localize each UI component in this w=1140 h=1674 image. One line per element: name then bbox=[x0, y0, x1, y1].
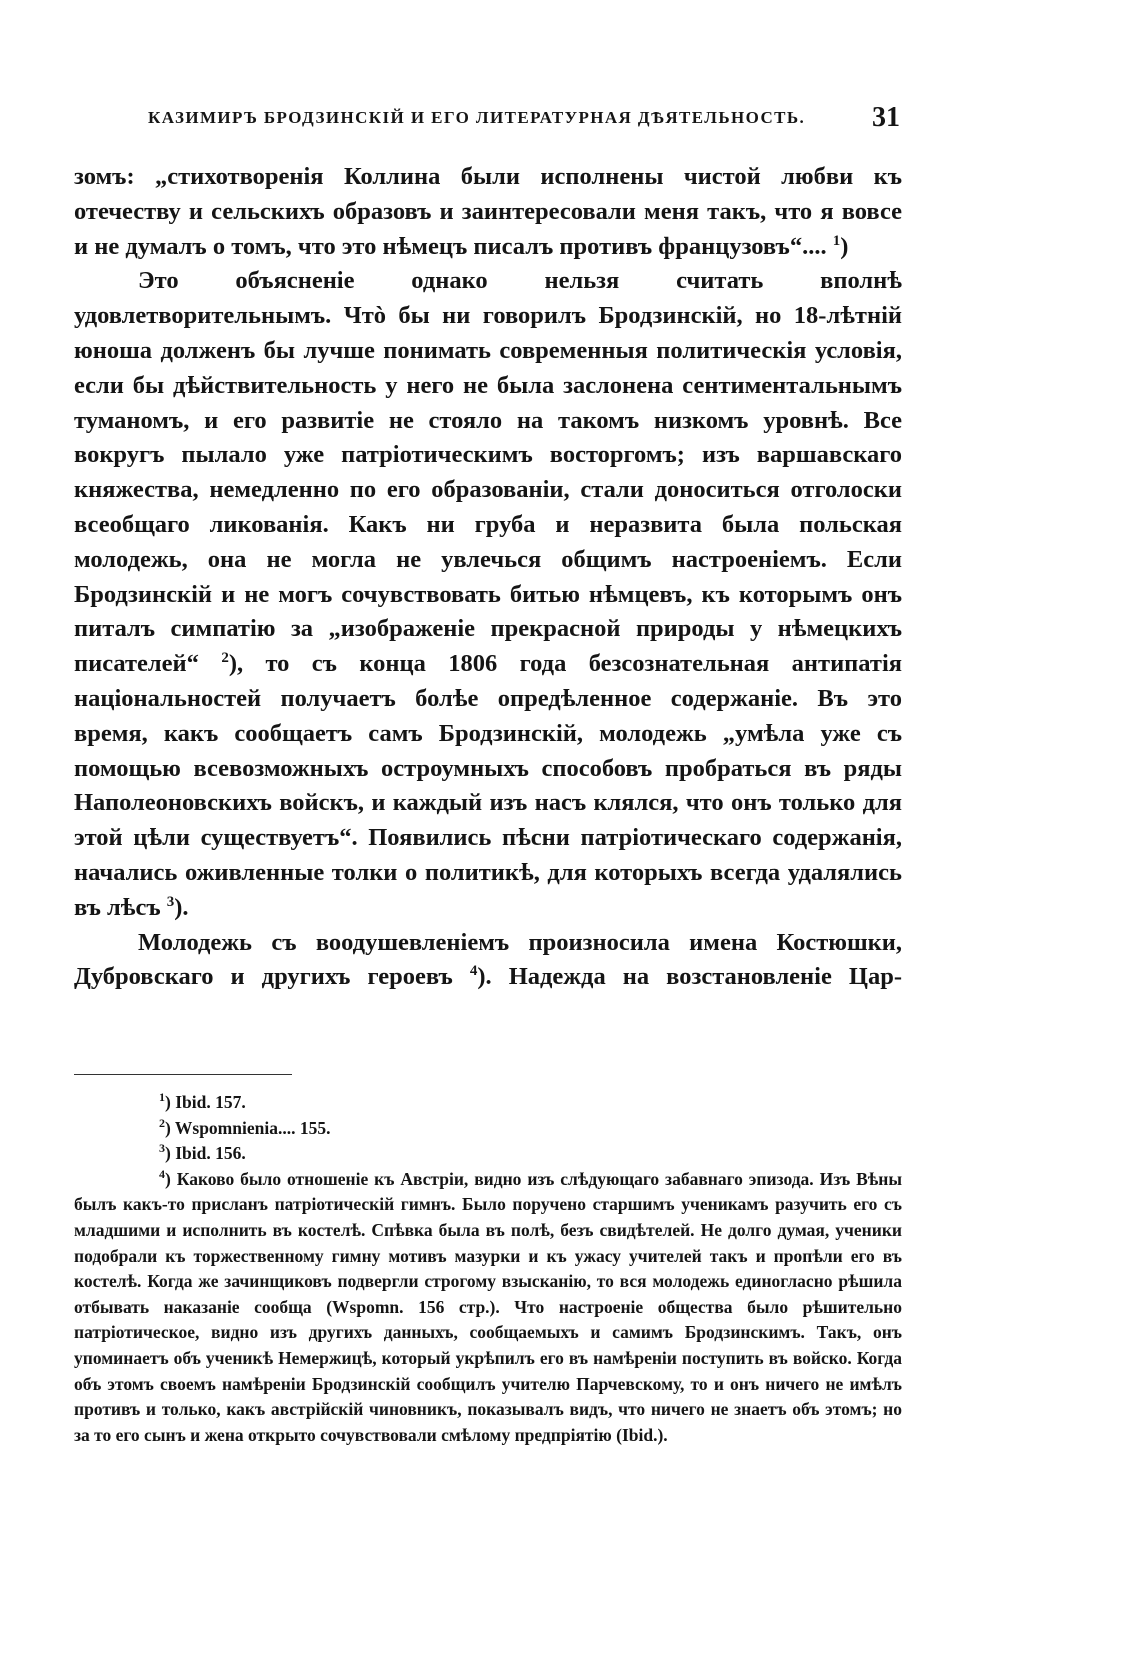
footnote-3-text: ) Ibid. 156. bbox=[165, 1143, 246, 1164]
paragraph-1-end: ) bbox=[840, 232, 849, 260]
footnote-ref-1: 1 bbox=[832, 232, 841, 249]
running-head bbox=[148, 102, 900, 138]
footnote-1 bbox=[74, 1090, 902, 1116]
page-number: 31 bbox=[872, 102, 900, 133]
footnote-2 bbox=[74, 1116, 902, 1142]
paragraph-1-text: зомъ: „стихотворенія Коллина были исполнены чистой любви къ отечеству и сельскихъ образовъ и заинтересовали меня такъ, что я вовсе и не думалъ о томъ, что это нѣмецъ писалъ противъ французовъ“.... bbox=[74, 163, 902, 260]
footnote-2-mark: 2 bbox=[159, 1115, 165, 1130]
footnote-3-mark: 3 bbox=[159, 1141, 165, 1156]
paragraph-1 bbox=[74, 160, 902, 264]
footnote-1-text: ) Ibid. 157. bbox=[165, 1092, 246, 1112]
paragraph-2-text-b: ), то съ конца 1806 года безсознательная антипатія національностей получаетъ болѣе опредѣленное содержаніе. Въ это время, какъ сообщаетъ самъ Бродзинскій, молодежь „умѣла уже съ помощью всевозможныхъ остроумныхъ способовъ пробраться въ ряды Наполеоновскихъ войскъ, и каждый изъ насъ клялся, что онъ только для этой цѣли существуетъ“. Появились пѣсни патріотическаго содержанія, начались оживленные толки о политикѣ, для которыхъ всегда удалялись въ лѣсъ bbox=[74, 650, 903, 921]
paragraph-2-text-a: Это объясненіе однако нельзя считать вполнѣ удовлетворительнымъ. Чтò бы ни говорилъ Бродзинскій, но 18-лѣтній юноша долженъ бы лучше понимать современныя политическія условія, если бы дѣйствительность у него не была заслонена сентиментальнымъ туманомъ, и его развитіе не стояло на такомъ низкомъ уровнѣ. Все вокругъ пылало уже патріотическимъ восторгомъ; изъ варшавскаго княжества, немедленно по его образованіи, стали доноситься отголоски всеобщаго ликованія. Какъ ни груба и неразвита была польская молодежь, она не могла не увлечься общимъ настроеніемъ. Если Бродзинскій и не могъ сочувствовать битью нѣмцевъ, къ которымъ онъ питалъ симпатію за „изображеніе прекрасной природы у нѣмецкихъ писателей“ bbox=[74, 267, 902, 678]
footnote-4 bbox=[74, 1167, 902, 1449]
running-title: КАЗИМИРЪ БРОДЗИНСКІЙ И ЕГО ЛИТЕРАТУРНАЯ ДѢЯТЕЛЬНОСТЬ. bbox=[148, 108, 806, 127]
footnote-ref-2: 2 bbox=[221, 650, 229, 666]
footnote-ref-4: 4 bbox=[469, 963, 478, 980]
footnote-1-mark: 1 bbox=[159, 1090, 165, 1105]
paragraph-3 bbox=[74, 926, 902, 996]
footnote-ref-3: 3 bbox=[166, 893, 175, 910]
footnote-divider bbox=[74, 1074, 292, 1075]
paragraph-3-text-a: Молодежь съ воодушевленіемъ произносила имена Костюшки, Дубровскаго и другихъ героевъ bbox=[74, 928, 902, 991]
paragraph-3-text-b: ). Надежда на возстановленіе Цар- bbox=[477, 963, 902, 991]
footnote-4-text: ) Каково было отношеніе къ Австріи, видно изъ слѣдующаго забавнаго эпизода. Изъ Вѣны былъ какъ-то присланъ патріотическій гимнъ. Было поручено старшимъ ученикамъ разучить его съ младшими и исполнить въ костелѣ. Спѣвка была въ полѣ, безъ свидѣтелей. Не долго думая, ученики подобрали къ торжественному гимну мотивъ мазурки и къ ужасу учителей такъ и пропѣли его въ костелѣ. Когда же зачинщиковъ подвергли строгому взысканію, то вся молодежь единогласно рѣшила отбывать наказаніе сообща (Wspomn. 156 стр.). Что настроеніе общества было рѣшительно патріотическое, видно изъ другихъ данныхъ, сообщаемыхъ и самимъ Бродзинскимъ. Такъ, онъ упоминаетъ объ ученикѣ Немержицѣ, который укрѣпилъ его въ намѣреніи поступить въ войско. Когда объ этомъ своемъ намѣреніи Бродзинскій сообщилъ учителю Парчевскому, то и онъ ничего не имѣлъ противъ и только, какъ австрійскій чиновникъ, показывалъ видъ, что ничего не знаетъ объ этомъ; но за то его сынъ и жена открыто сочувствовали смѣлому предпріятію (Ibid.). bbox=[74, 1168, 902, 1445]
footnote-2-text: ) Wspomnienia.... 155. bbox=[165, 1117, 331, 1138]
paragraph-2-end: ). bbox=[174, 893, 189, 921]
footnote-3 bbox=[74, 1141, 902, 1167]
main-text bbox=[74, 160, 902, 995]
footnote-4-mark: 4 bbox=[159, 1166, 165, 1181]
paragraph-2 bbox=[74, 264, 902, 925]
footnotes bbox=[74, 1090, 902, 1448]
